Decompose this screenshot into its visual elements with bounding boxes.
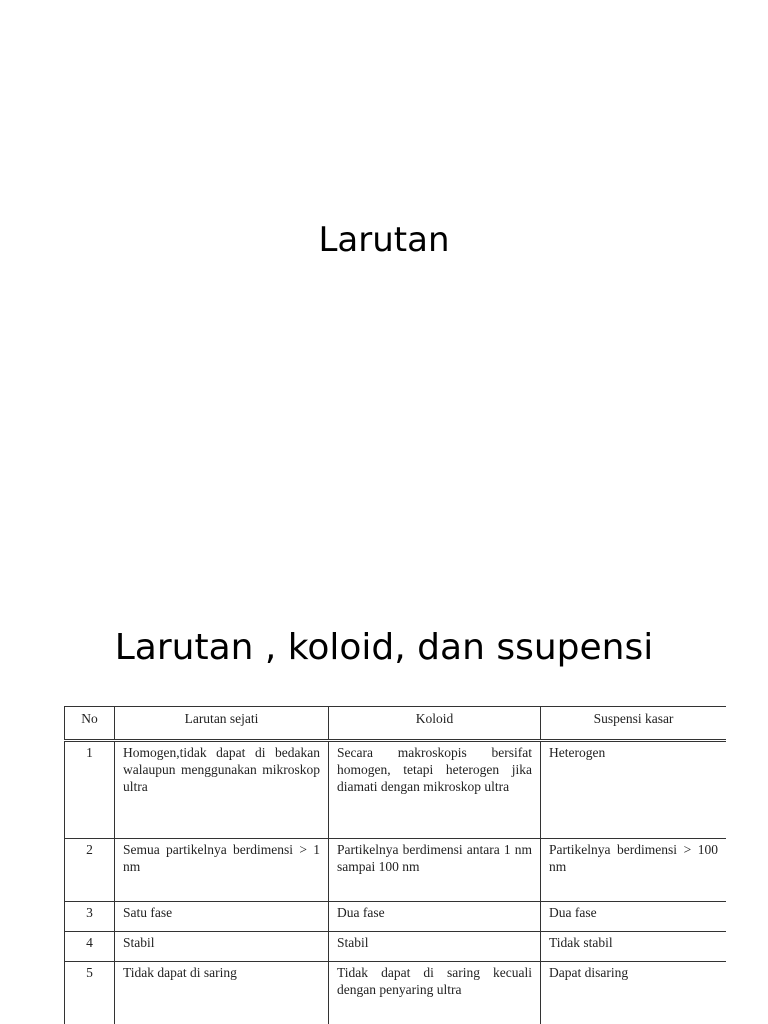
table-cell-no: 5 xyxy=(65,962,115,1024)
table-cell: Tidak stabil xyxy=(541,932,727,962)
table-cell: Homogen,tidak dapat di bedakan walaupun menggunakan mikroskop ultra xyxy=(115,741,329,839)
header-no: No xyxy=(65,707,115,741)
table-cell: Tidak dapat di saring xyxy=(115,962,329,1024)
table-cell: Dapat disaring xyxy=(541,962,727,1024)
table-row xyxy=(65,741,727,839)
table-cell: Dua fase xyxy=(541,902,727,932)
table-cell: Semua partikelnya berdimensi > 1 nm xyxy=(115,839,329,902)
table-cell: Heterogen xyxy=(541,741,727,839)
header-suspensi-kasar: Suspensi kasar xyxy=(541,707,727,741)
table-row xyxy=(65,839,727,902)
table-row xyxy=(65,932,727,962)
comparison-table-container xyxy=(64,706,726,1024)
table-cell: Secara makroskopis bersifat homogen, tetapi heterogen jika diamati dengan mikroskop ultra xyxy=(329,741,541,839)
header-larutan-sejati: Larutan sejati xyxy=(115,707,329,741)
table-cell: Dua fase xyxy=(329,902,541,932)
table-cell-no: 4 xyxy=(65,932,115,962)
table-row xyxy=(65,962,727,1024)
table-cell-no: 3 xyxy=(65,902,115,932)
table-cell: Partikelnya berdimensi antara 1 nm sampai 100 nm xyxy=(329,839,541,902)
table-cell: Stabil xyxy=(329,932,541,962)
table-cell: Stabil xyxy=(115,932,329,962)
table-cell: Tidak dapat di saring kecuali dengan penyaring ultra xyxy=(329,962,541,1024)
table-cell: Satu fase xyxy=(115,902,329,932)
comparison-table xyxy=(64,706,726,1024)
slide-subtitle: Larutan , koloid, dan ssupensi xyxy=(114,627,654,668)
table-row xyxy=(65,902,727,932)
table-header-row xyxy=(65,707,727,741)
table-cell-no: 1 xyxy=(65,741,115,839)
header-koloid: Koloid xyxy=(329,707,541,741)
table-cell-no: 2 xyxy=(65,839,115,902)
slide-title: Larutan xyxy=(318,220,450,260)
table-cell: Partikelnya berdimensi > 100 nm xyxy=(541,839,727,902)
